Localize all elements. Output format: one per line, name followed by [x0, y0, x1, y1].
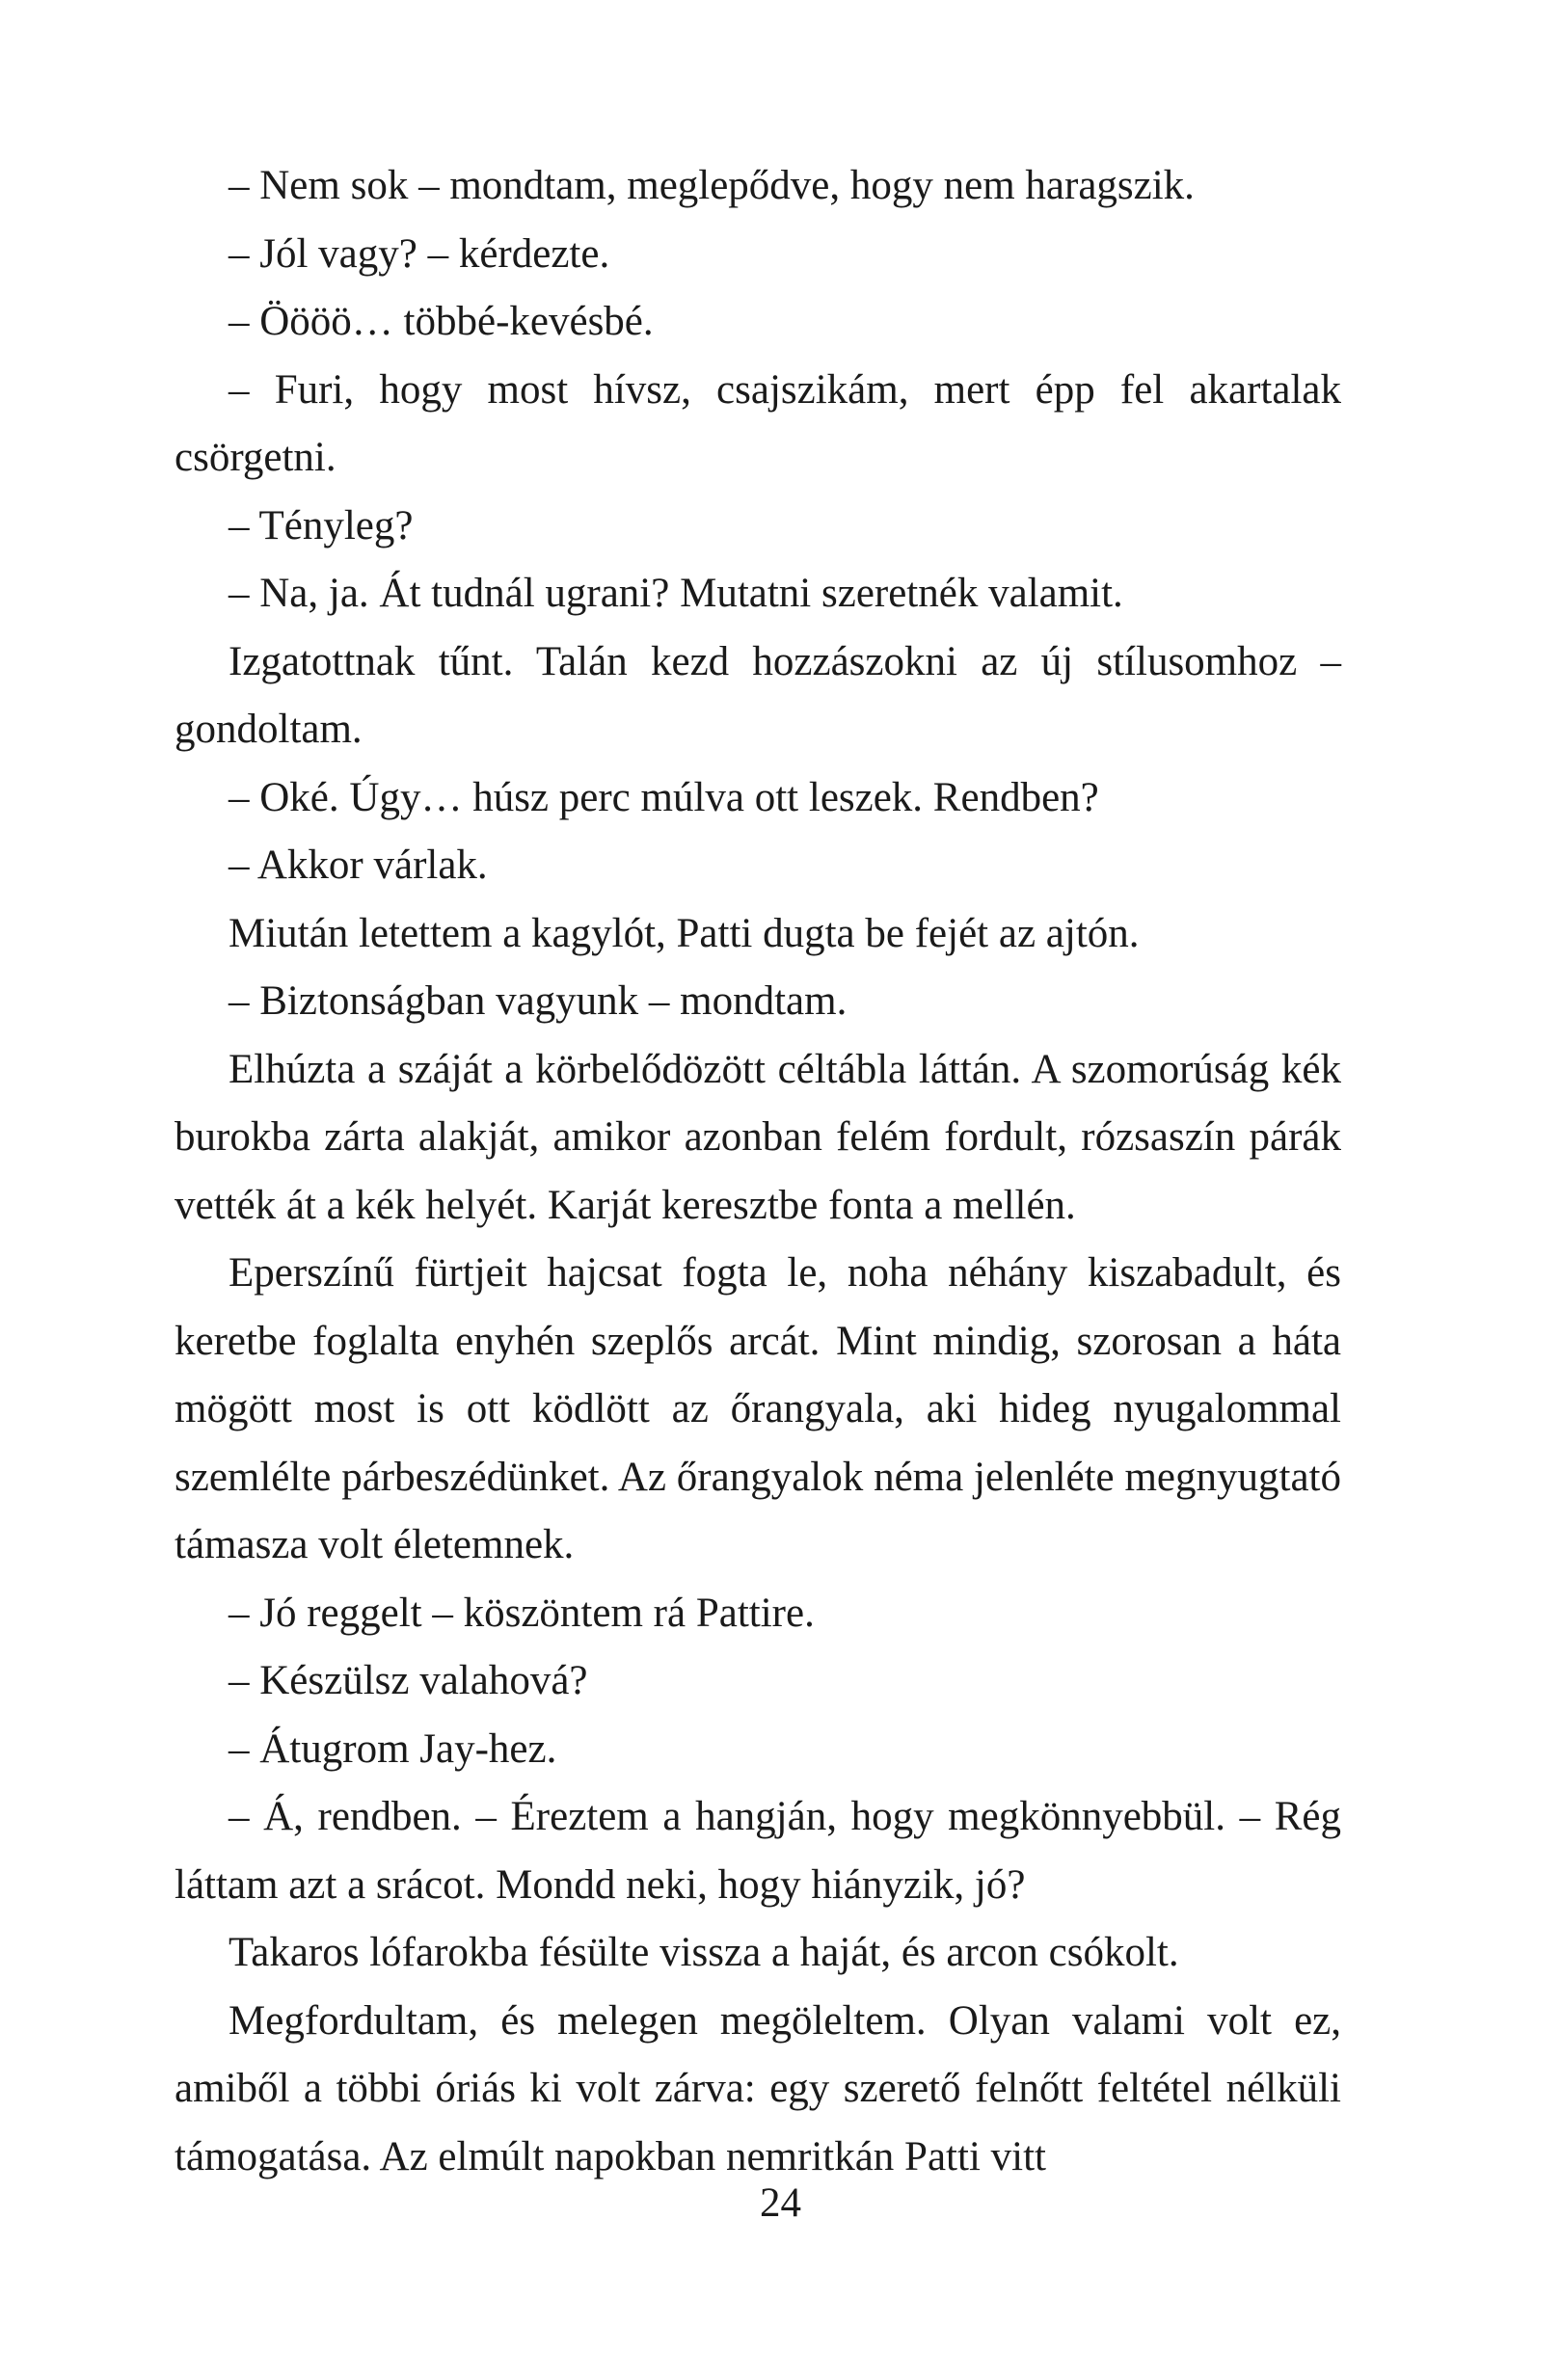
paragraph: Elhúzta a száját a körbelődözött céltábla láttán. A szomorúság kék burokba zárta alakját, amikor azonban felém fordult, rózsaszín párák vették át a kék helyét. Karját keresztbe fonta a mellén.	[175, 1046, 1341, 1228]
paragraph: Izgatottnak tűnt. Talán kezd hozzászokni az új stílusomhoz – gondoltam.	[175, 638, 1341, 752]
paragraph: Takaros lófarokba fésülte vissza a haját, és arcon csókolt.	[229, 1930, 1179, 1975]
paragraph: – Készülsz valahová?	[229, 1658, 588, 1703]
page-number: 24	[760, 2180, 801, 2226]
paragraph: Eperszínű fürtjeit hajcsat fogta le, noha néhány kiszabadult, és keretbe foglalta enyhén szeplős arcát. Mint mindig, szorosan a háta mögött most is ott ködlött az őrangyala, aki hideg nyugalommal szemlélte párbeszédünket. Az őrangyalok néma jelenléte megnyugtató támasza volt életemnek.	[175, 1250, 1341, 1567]
paragraph: – Á, rendben. – Éreztem a hangján, hogy megkönnyebbül. – Rég láttam azt a srácot. Mondd neki, hogy hiányzik, jó?	[175, 1794, 1341, 1908]
paragraph: – Nem sok – mondtam, meglepődve, hogy nem haragszik.	[229, 163, 1195, 208]
paragraph: – Öööö… többé-kevésbé.	[229, 299, 654, 344]
paragraph: – Na, ja. Át tudnál ugrani? Mutatni szeretnék valamit.	[229, 571, 1123, 616]
paragraph: – Átugrom Jay-hez.	[229, 1725, 557, 1772]
paragraph: – Biztonságban vagyunk – mondtam.	[229, 978, 848, 1024]
paragraph: – Jól vagy? – kérdezte.	[229, 230, 610, 277]
paragraph: Miután letettem a kagylót, Patti dugta be fejét az ajtón.	[229, 910, 1140, 956]
paragraph: – Tényleg?	[229, 502, 414, 548]
paragraph: – Oké. Úgy… húsz perc múlva ott leszek. Rendben?	[229, 774, 1099, 820]
paragraph: – Jó reggelt – köszöntem rá Pattire.	[229, 1590, 815, 1636]
paragraph: – Akkor várlak.	[229, 842, 488, 888]
body-text	[175, 152, 1341, 2191]
paragraph: Megfordultam, és melegen megöleltem. Olyan valami volt ez, amiből a többi óriás ki volt zárva: egy szerető felnőtt feltétel nélküli támogatása. Az elmúlt napokban nemritkán Patti vitt	[175, 1997, 1341, 2179]
paragraph: – Furi, hogy most hívsz, csajszikám, mert épp fel akartalak csörgetni.	[175, 366, 1341, 480]
